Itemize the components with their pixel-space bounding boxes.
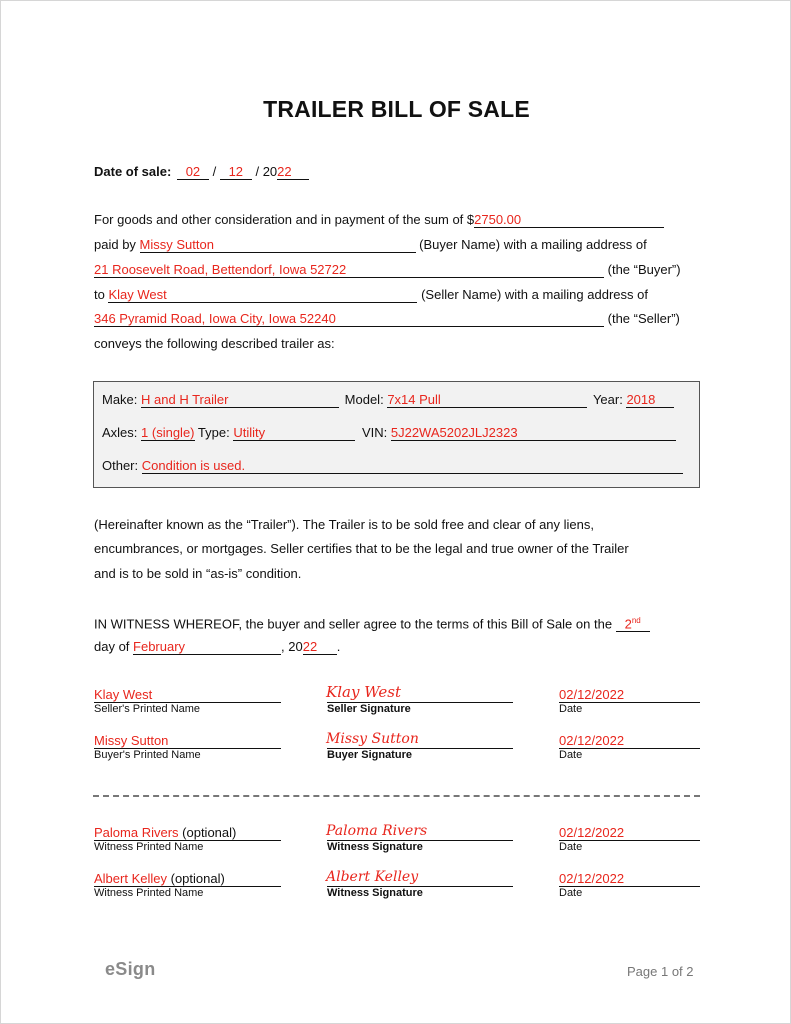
other-row: Other: Condition is used. [102, 458, 683, 474]
witness2-date-caption: Date [559, 887, 583, 899]
seller-signature-caption: Seller Signature [327, 703, 411, 715]
witness1-signature-image [324, 815, 434, 841]
witness1-printed-name-field [94, 825, 236, 840]
date-year-prefix: 20 [262, 164, 278, 179]
witness-day: 2 [624, 616, 632, 632]
seller-sign-date: 02/12/2022 [559, 687, 625, 702]
witness-clause-line-2: day of February , 2022 . [94, 639, 341, 654]
witness-month: February [133, 639, 186, 654]
trailer-year: 2018 [626, 392, 656, 407]
witness1-date-caption: Date [559, 841, 583, 853]
seller-line: to Klay West (Seller Name) with a mailing address of [94, 287, 648, 302]
buyer-signature-image [324, 723, 424, 749]
conveys-line: conveys the following described trailer as: [94, 336, 335, 351]
seller-date-caption: Date [559, 703, 583, 715]
buyer-signature-script: Missy Sutton [326, 731, 419, 747]
hereinafter-line-3: and is to be sold in “as-is” condition. [94, 566, 302, 581]
witness2-optional: (optional) [170, 871, 225, 886]
buyer-signature-caption: Buyer Signature [327, 749, 412, 761]
witness-day-suffix: nd [631, 616, 641, 625]
payment-line: For goods and other consideration and in payment of the sum of $2750.00 [94, 212, 664, 228]
trailer-make: H and H Trailer [141, 392, 229, 407]
page-number: Page 1 of 2 [627, 964, 694, 979]
buyer-printed-name-field [94, 733, 168, 748]
witness1-date-field [559, 825, 624, 840]
witness2-signature-image [324, 859, 434, 887]
seller-date-field [559, 687, 624, 702]
witness1-signature-script: Paloma Rivers [326, 823, 428, 839]
date-year: 22 [277, 164, 292, 179]
hereinafter-line-1: (Hereinafter known as the “Trailer”). The Trailer is to be sold free and clear of any liens, [94, 517, 594, 532]
witness-clause-line-1: IN WITNESS WHEREOF, the buyer and seller agree to the terms of this Bill of Sale on the 2nd [94, 614, 650, 632]
witness1-signature-caption: Witness Signature [327, 841, 423, 853]
esign-logo: eSign [105, 959, 156, 979]
make-model-row: Make: H and H Trailer Model: 7x14 Pull Year: 2018 [102, 392, 674, 408]
trailer-other: Condition is used. [141, 458, 246, 473]
seller-signature-script: Klay West [326, 683, 401, 701]
trailer-details-box [93, 381, 700, 488]
buyer-printed-name: Missy Sutton [94, 733, 169, 748]
seller-name: Klay West [108, 287, 167, 302]
hereinafter-line-2: encumbrances, or mortgages. Seller certifies that to be the legal and true owner of the Trailer [94, 541, 629, 556]
document-title: TRAILER BILL OF SALE [263, 96, 530, 122]
date-day: 12 [228, 164, 244, 179]
buyer-line: paid by Missy Sutton (Buyer Name) with a mailing address of [94, 237, 647, 252]
buyer-date-field [559, 733, 624, 748]
date-of-sale-line: Date of sale: 02 / 12 / 2022 [94, 164, 309, 180]
witness2-date-field [559, 871, 624, 886]
seller-printed-name: Klay West [94, 687, 153, 702]
buyer-name-caption: Buyer's Printed Name [94, 749, 201, 761]
buyer-date-caption: Date [559, 749, 583, 761]
buyer-name: Missy Sutton [139, 237, 214, 252]
witness2-printed-name-field [94, 871, 225, 886]
witness2-signature-script: Albert Kelley [326, 869, 419, 885]
trailer-model: 7x14 Pull [387, 392, 441, 407]
sale-amount: 2750.00 [474, 212, 522, 227]
witness2-printed-name: Albert Kelley [94, 871, 167, 886]
seller-signature-image [324, 677, 414, 703]
trailer-type: Utility [233, 425, 266, 440]
seller-address-line: 346 Pyramid Road, Iowa City, Iowa 52240 (the “Seller”) [94, 311, 680, 326]
date-month: 02 [185, 164, 201, 179]
seller-address: 346 Pyramid Road, Iowa City, Iowa 52240 [94, 311, 336, 326]
trailer-vin: 5J22WA5202JLJ2323 [390, 425, 518, 440]
witness1-optional: (optional) [182, 825, 237, 840]
witness1-printed-name: Paloma Rivers [94, 825, 179, 840]
seller-printed-name-field [94, 687, 152, 702]
trailer-axles: 1 (single) [141, 425, 195, 440]
witness2-sign-date: 02/12/2022 [559, 871, 625, 886]
witness1-sign-date: 02/12/2022 [559, 825, 625, 840]
axles-type-vin-row: Axles: 1 (single) Type: Utility VIN: 5J22WA5202JLJ2323 [102, 425, 676, 441]
witness-year: 22 [302, 639, 318, 654]
section-divider [93, 795, 700, 797]
date-label: Date of sale: [94, 164, 172, 179]
witness2-signature-caption: Witness Signature [327, 887, 423, 899]
buyer-address: 21 Roosevelt Road, Bettendorf, Iowa 52722 [94, 262, 347, 277]
buyer-sign-date: 02/12/2022 [559, 733, 625, 748]
witness1-name-caption: Witness Printed Name [94, 841, 204, 853]
seller-name-caption: Seller's Printed Name [94, 703, 201, 715]
witness2-name-caption: Witness Printed Name [94, 887, 204, 899]
buyer-address-line: 21 Roosevelt Road, Bettendorf, Iowa 52722 (the “Buyer”) [94, 262, 681, 277]
